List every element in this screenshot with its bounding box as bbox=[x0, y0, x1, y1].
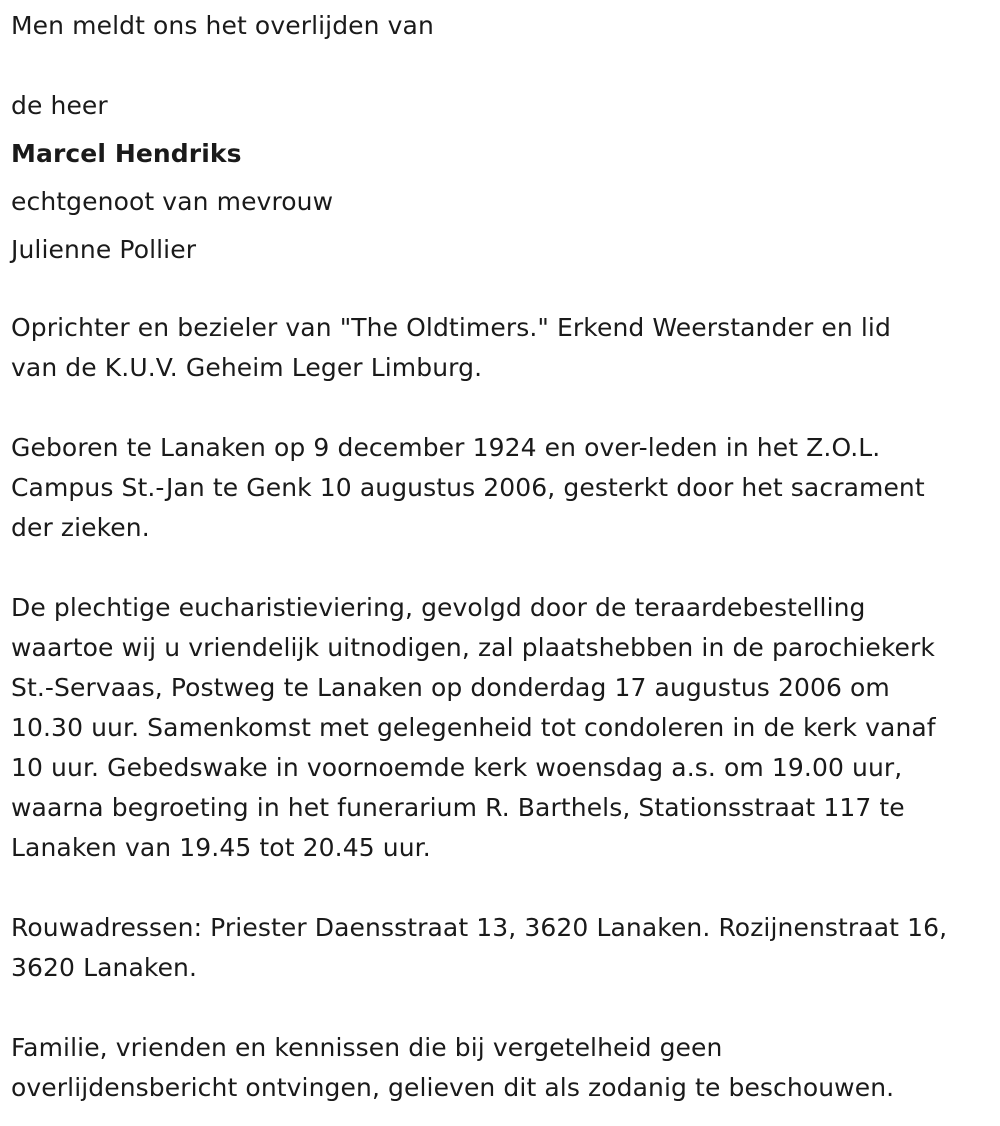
paragraph-line: Familie, vrienden en kennissen die bij vergetelheid geen bbox=[11, 1033, 723, 1062]
paragraph-line: Lanaken van 19.45 tot 20.45 uur. bbox=[11, 833, 431, 862]
closing-paragraph bbox=[11, 1028, 991, 1108]
addresses-paragraph bbox=[11, 908, 991, 988]
paragraph-line: waarna begroeting in het funerarium R. Barthels, Stationsstraat 117 te bbox=[11, 793, 905, 822]
spouse-name: Julienne Pollier bbox=[11, 235, 197, 264]
paragraph-line: overlijdensbericht ontvingen, gelieven dit als zodanig te beschouwen. bbox=[11, 1073, 895, 1102]
paragraph-line: De plechtige eucharistieviering, gevolgd door de teraardebestelling bbox=[11, 593, 866, 622]
paragraph-line: St.-Servaas, Postweg te Lanaken op donderdag 17 augustus 2006 om bbox=[11, 673, 890, 702]
intro-line: Men meldt ons het overlijden van bbox=[11, 11, 434, 40]
paragraph-line: waartoe wij u vriendelijk uitnodigen, zal plaatshebben in de parochiekerk bbox=[11, 633, 935, 662]
birth-death-paragraph bbox=[11, 428, 991, 548]
spouse-line: echtgenoot van mevrouw bbox=[11, 187, 334, 216]
paragraph-line: 10 uur. Gebedswake in voornoemde kerk woensdag a.s. om 19.00 uur, bbox=[11, 753, 903, 782]
paragraph-line: van de K.U.V. Geheim Leger Limburg. bbox=[11, 353, 483, 382]
paragraph-line: 10.30 uur. Samenkomst met gelegenheid tot condoleren in de kerk vanaf bbox=[11, 713, 936, 742]
deceased-name: Marcel Hendriks bbox=[11, 139, 242, 168]
paragraph-line: 3620 Lanaken. bbox=[11, 953, 198, 982]
paragraph-line: Oprichter en bezieler van "The Oldtimers." Erkend Weerstander en lid bbox=[11, 313, 891, 342]
obituary-document bbox=[11, 6, 991, 1108]
paragraph-line: der zieken. bbox=[11, 513, 150, 542]
service-paragraph bbox=[11, 588, 991, 868]
paragraph-line: Campus St.-Jan te Genk 10 augustus 2006, gesterkt door het sacrament bbox=[11, 473, 925, 502]
affiliations-paragraph bbox=[11, 308, 991, 388]
paragraph-line: Rouwadressen: Priester Daensstraat 13, 3620 Lanaken. Rozijnenstraat 16, bbox=[11, 913, 948, 942]
salutation: de heer bbox=[11, 91, 108, 120]
paragraph-line: Geboren te Lanaken op 9 december 1924 en over-leden in het Z.O.L. bbox=[11, 433, 881, 462]
